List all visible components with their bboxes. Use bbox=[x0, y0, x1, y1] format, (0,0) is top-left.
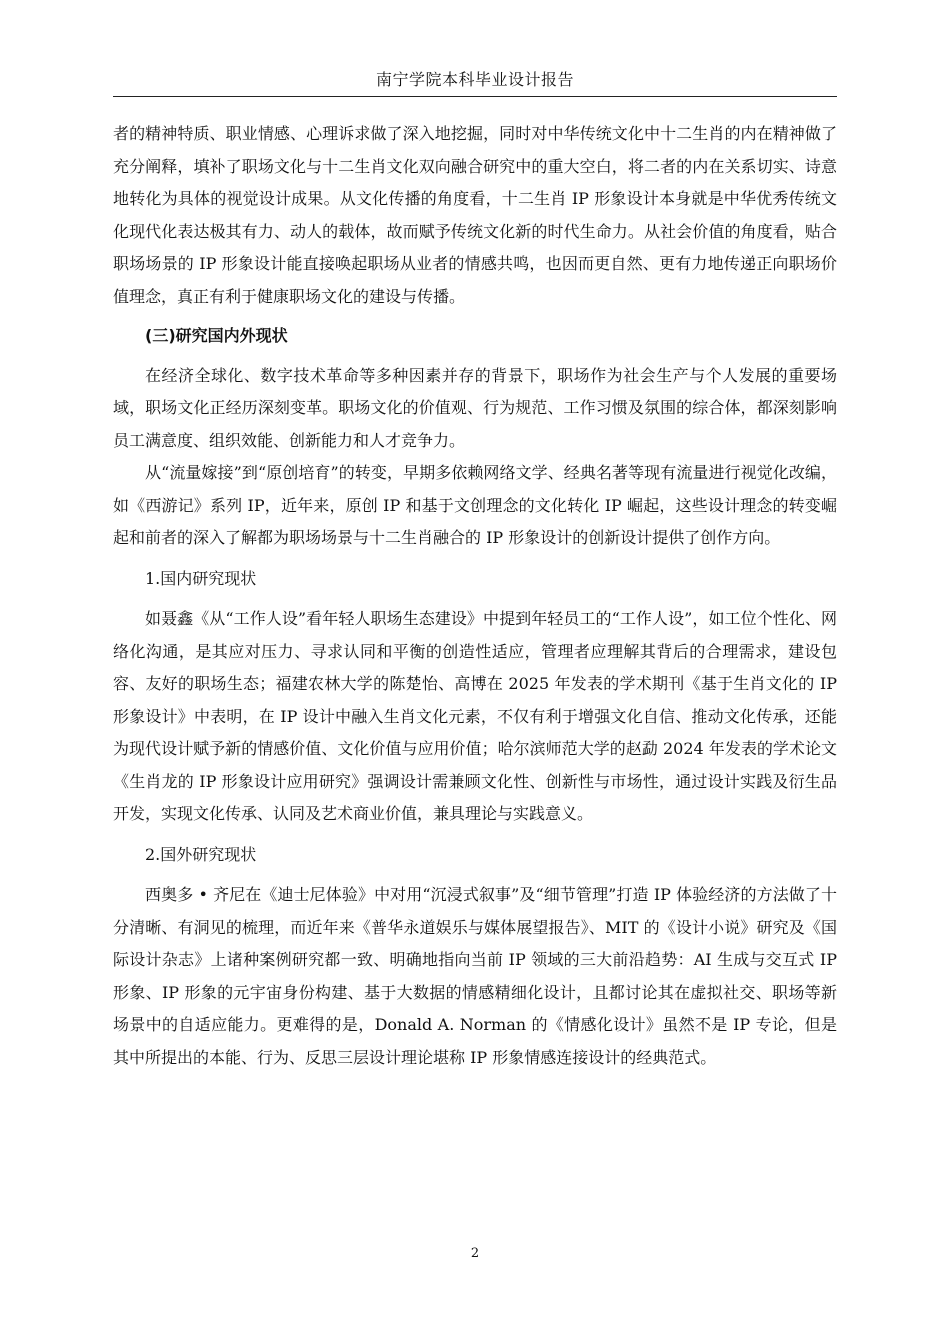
foreign-research-paragraph: 西奥多 • 齐尼在《迪士尼体验》中对用“沉浸式叙事”及“细节管理”打造 IP 体验经济的方法做了十分清晰、有洞见的梳理，而近年来《普华永道娱乐与媒体展望报告》、MIT 的《设计小说》研究及《国际设计杂志》上诸种案例研究都一致、明确地指向当前 IP 领域的三大前沿趋势：AI 生成与交互式 IP 形象、IP 形象的元宇宙身份构建、基于大数据的情感精细化设计，且都讨论其在虚拟社交、职场等新场景中的自适应能力。更难得的是，Donald A. Norman 的《情感化设计》虽然不是 IP 专论，但是其中所提出的本能、行为、反思三层设计理论堪称 IP 形象情感连接设计的经典范式。 bbox=[113, 885, 837, 1067]
intro-paragraph: 者的精神特质、职业情感、心理诉求做了深入地挖掘，同时对中华传统文化中十二生肖的内在精神做了充分阐释，填补了职场文化与十二生肖文化双向融合研究中的重大空白，将二者的内在关系切实、诗意地转化为具体的视觉设计成果。从文化传播的角度看，十二生肖 IP 形象设计本身就是中华优秀传统文化现代化表达极其有力、动人的载体，故而赋予传统文化新的时代生命力。从社会价值的角度看，贴合职场场景的 IP 形象设计能直接唤起职场从业者的情感共鸣，也因而更自然、更有力地传递正向职场价值理念，真正有利于健康职场文化的建设与传播。 bbox=[113, 124, 837, 306]
section-paragraph-2: 从“流量嫁接”到“原创培育”的转变，早期多依赖网络文学、经典名著等现有流量进行视觉化改编，如《西游记》系列 IP，近年来，原创 IP 和基于文创理念的文化转化 IP 崛起，这些设计理念的转变崛起和前者的深入了解都为职场场景与十二生肖融合的 IP 形象设计的创新设计提供了创作方向。 bbox=[113, 463, 837, 547]
section-heading: (三)研究国内外现状 bbox=[145, 326, 288, 345]
document-body bbox=[113, 118, 837, 1074]
page-header bbox=[113, 66, 837, 97]
foreign-research-heading: 2.国外研究现状 bbox=[145, 844, 257, 864]
page-number: 2 bbox=[470, 1246, 480, 1261]
domestic-research-paragraph: 如聂鑫《从“工作人设”看年轻人职场生态建设》中提到年轻员工的“工作人设”，如工位个性化、网络化沟通，是其应对压力、寻求认同和平衡的创造性适应，管理者应理解其背后的合理需求，建设包容、友好的职场生态；福建农林大学的陈楚怡、高博在 2025 年发表的学术期刊《基于生肖文化的 IP 形象设计》中表明，在 IP 设计中融入生肖文化元素，不仅有利于增强文化自信、推动文化传承，还能为现代设计赋予新的情感价值、文化价值与应用价值；哈尔滨师范大学的赵勐 2024 年发表的学术论文《生肖龙的 IP 形象设计应用研究》强调设计需兼顾文化性、创新性与市场性，通过设计实践及衍生品开发，实现文化传承、认同及艺术商业价值，兼具理论与实践意义。 bbox=[113, 609, 837, 823]
domestic-research-heading: 1.国内研究现状 bbox=[145, 568, 257, 588]
report-title: 南宁学院本科毕业设计报告 bbox=[375, 70, 574, 89]
section-paragraph-1: 在经济全球化、数字技术革命等多种因素并存的背景下，职场作为社会生产与个人发展的重要场域，职场文化正经历深刻变革。职场文化的价值观、行为规范、工作习惯及氛围的综合体，都深刻影响员工满意度、组织效能、创新能力和人才竞争力。 bbox=[113, 365, 837, 450]
